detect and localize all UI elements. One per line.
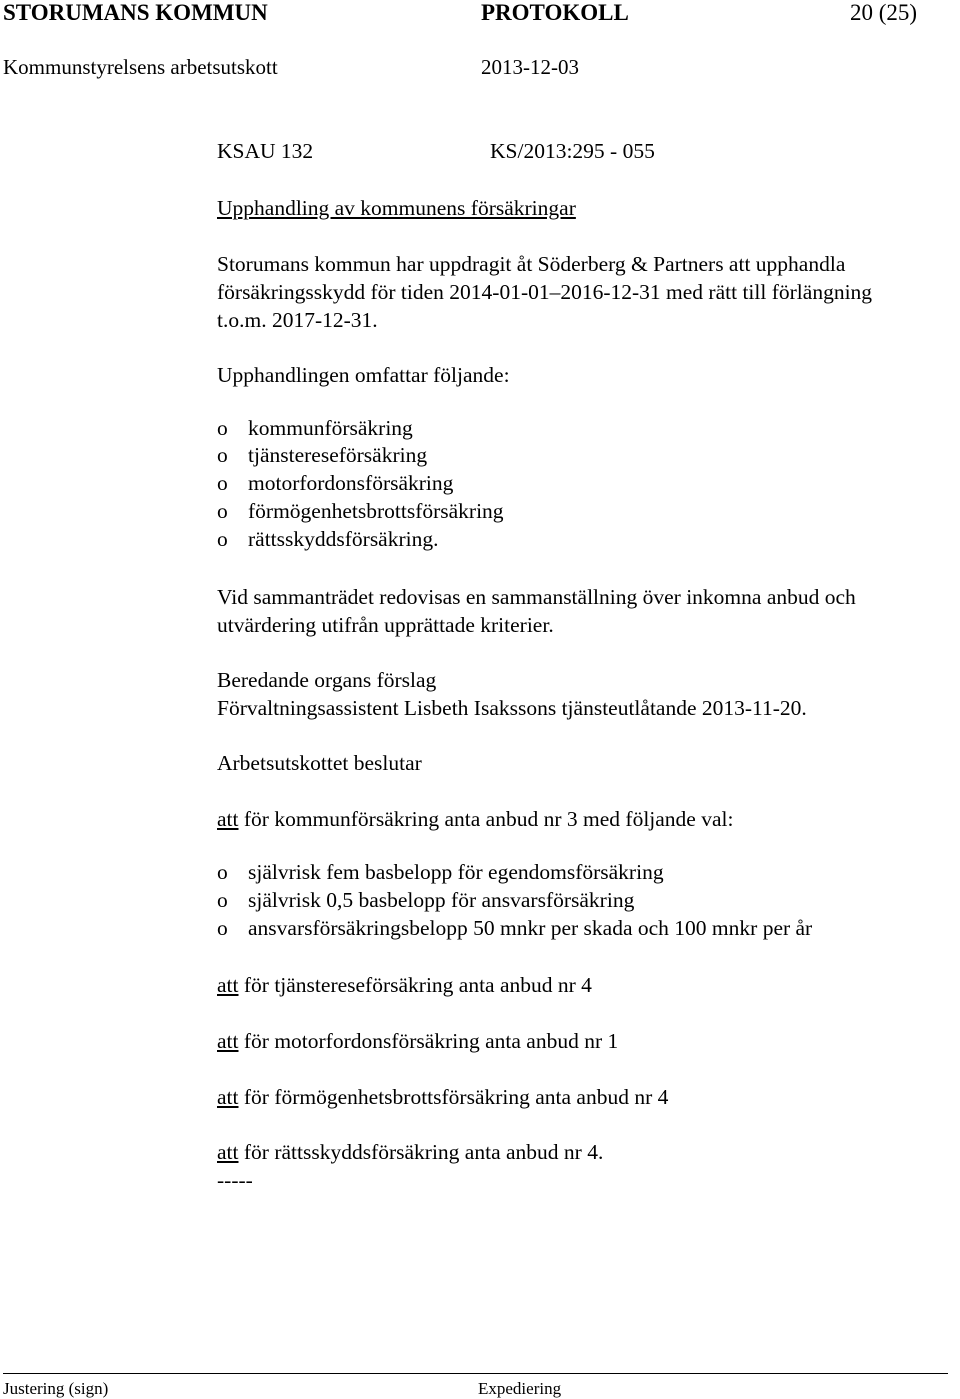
decision-heading: Arbetsutskottet beslutar <box>217 751 422 775</box>
decision-clause <box>217 1027 618 1055</box>
list-item <box>0 916 960 944</box>
case-number: KSAU 132 <box>217 139 314 163</box>
footer-signature-label: Justering (sign) <box>3 1379 109 1398</box>
bullet-marker: o <box>217 416 228 440</box>
decision-clause <box>217 805 733 833</box>
municipality-name: STORUMANS KOMMUN <box>3 0 268 25</box>
list-item <box>0 888 960 916</box>
list-item <box>0 471 960 499</box>
case-title: Upphandling av kommunens försäkringar <box>217 196 576 220</box>
document-type: PROTOKOLL <box>481 0 629 25</box>
bullet-marker: o <box>217 443 228 467</box>
decision-clause-text: för tjänstereseförsäkring anta anbud nr 4 <box>238 973 592 997</box>
intro-line-1: Storumans kommun har uppdragit åt Söderberg & Partners att upphandla <box>217 252 846 276</box>
option-item: självrisk fem basbelopp för egendomsförsäkring <box>248 860 664 884</box>
option-item: ansvarsförsäkringsbelopp 50 mnkr per skada och 100 mnkr per år <box>248 916 813 940</box>
proposal-heading: Beredande organs förslag <box>217 668 437 692</box>
decision-clause <box>217 1138 603 1166</box>
page-number: 20 (25) <box>850 0 918 25</box>
list-item <box>0 860 960 888</box>
footer-dispatch-label: Expediering <box>478 1379 562 1398</box>
decision-clause-text: för rättsskyddsförsäkring anta anbud nr 4. <box>238 1140 604 1164</box>
case-reference: KS/2013:295 - 055 <box>490 139 655 163</box>
scope-item: rättsskyddsförsäkring. <box>248 527 439 551</box>
list-item <box>0 527 960 555</box>
meeting-note-line-1: Vid sammanträdet redovisas en sammanställning över inkomna anbud och <box>217 585 856 609</box>
decision-clause <box>217 971 592 999</box>
bullet-marker: o <box>217 860 228 884</box>
intro-line-2: försäkringsskydd för tiden 2014-01-01–2016-12-31 med rätt till förlängning <box>217 280 873 304</box>
meeting-date: 2013-12-03 <box>481 55 579 79</box>
option-item: självrisk 0,5 basbelopp för ansvarsförsäkring <box>248 888 635 912</box>
bullet-marker: o <box>217 916 228 940</box>
list-item <box>0 443 960 471</box>
att-keyword: att <box>217 973 239 997</box>
bullet-marker: o <box>217 499 228 523</box>
scope-item: tjänstereseförsäkring <box>248 443 428 467</box>
list-item <box>0 416 960 444</box>
scope-item: förmögenhetsbrottsförsäkring <box>248 499 504 523</box>
bullet-marker: o <box>217 527 228 551</box>
att-keyword: att <box>217 1140 239 1164</box>
scope-heading: Upphandlingen omfattar följande: <box>217 363 510 387</box>
decision-clause <box>217 1083 668 1111</box>
decision-clause-text: för kommunförsäkring anta anbud nr 3 med följande val: <box>238 807 734 831</box>
decision-clause-text: för förmögenhetsbrottsförsäkring anta anbud nr 4 <box>238 1085 669 1109</box>
att-keyword: att <box>217 807 239 831</box>
meeting-note-line-2: utvärdering utifrån upprättade kriterier. <box>217 613 554 637</box>
end-marker: ----- <box>217 1168 253 1192</box>
att-keyword: att <box>217 1029 239 1053</box>
att-keyword: att <box>217 1085 239 1109</box>
footer-divider <box>3 1373 948 1374</box>
scope-item: kommunförsäkring <box>248 416 413 440</box>
proposal-text: Förvaltningsassistent Lisbeth Isakssons tjänsteutlåtande 2013-11-20. <box>217 696 807 720</box>
bullet-marker: o <box>217 471 228 495</box>
list-item <box>0 499 960 527</box>
scope-item: motorfordonsförsäkring <box>248 471 454 495</box>
intro-line-3: t.o.m. 2017-12-31. <box>217 308 378 332</box>
decision-clause-text: för motorfordonsförsäkring anta anbud nr 1 <box>238 1029 619 1053</box>
bullet-marker: o <box>217 888 228 912</box>
committee-name: Kommunstyrelsens arbetsutskott <box>3 55 278 79</box>
